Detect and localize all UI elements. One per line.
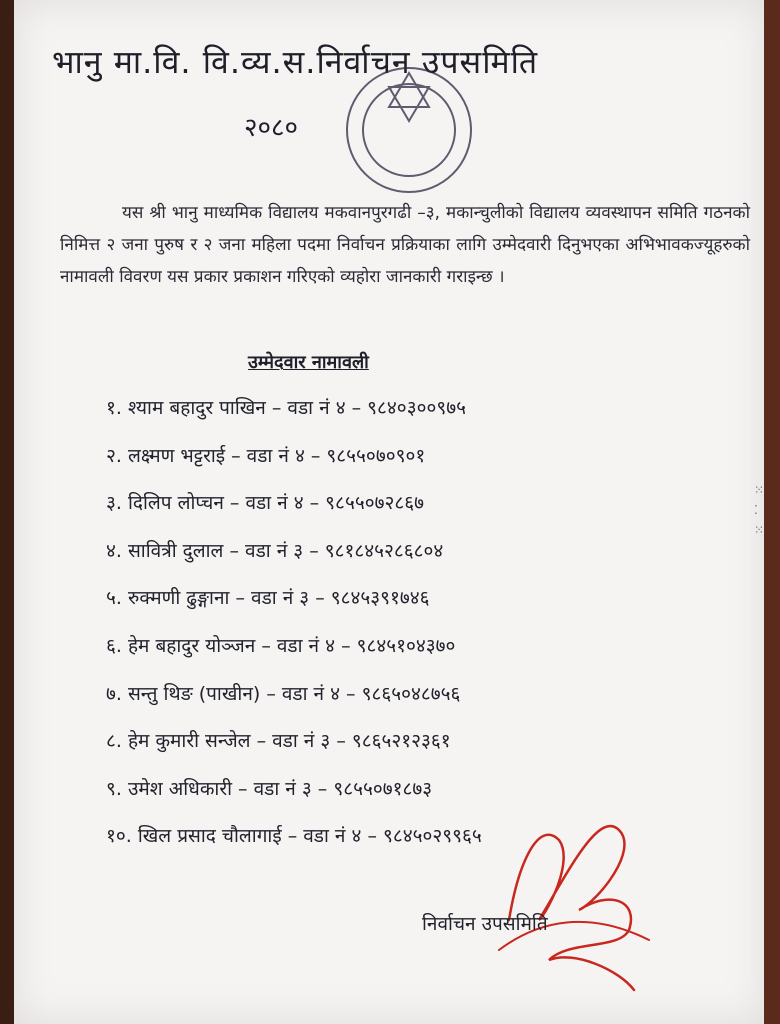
signature-scribble bbox=[479, 800, 679, 1000]
notice-paragraph: यस श्री भानु माध्यमिक विद्यालय मकवानपुरगढी –३, मकान्चुलीको विद्यालय व्यवस्थापन समिति गठनको निमित्त २ जना पुरुष र २ जना महिला पदमा निर्वाचन प्रक्रियाका लागि उम्मेदवारी दिनुभएका अभिभावकज्यूहरुको नामावली विवरण यस प्रकार प्रकाशन गरिएको व्यहोरा जानकारी गराइन्छ । bbox=[60, 203, 750, 287]
edge-marks: ⁙ ⁚ ⁙ bbox=[754, 483, 765, 537]
candidate-list-heading: उम्मेदवार नामावली bbox=[248, 352, 369, 373]
list-item: १. श्याम बहादुर पाखिन – वडा नं ४ – ९८४०३००९७५ bbox=[106, 397, 466, 419]
document-title: भानु मा.वि. वि.व्य.स.निर्वाचन उपसमिति bbox=[52, 43, 539, 81]
list-item: ७. सन्तु थिङ (पाखीन) – वडा नं ४ – ९८६५०४८७५६ bbox=[106, 682, 461, 705]
list-item: ९. उमेश अधिकारी – वडा नं ३ – ९८५५०७१८७३ bbox=[106, 777, 433, 800]
list-item: ४. सावित्री दुलाल – वडा नं ३ – ९८१८४५२८६८०४ bbox=[106, 539, 444, 562]
document-page bbox=[14, 0, 766, 1024]
list-item: ५. रुक्मणी ढुङ्गाना – वडा नं ३ – ९८४५३९१७४६ bbox=[106, 587, 430, 610]
list-item: ६. हेम बहादुर योञ्जन – वडा नं ४ – ९८४५१०४३७० bbox=[106, 634, 456, 657]
list-item: २. लक्ष्मण भट्टराई – वडा नं ४ – ९८५५०७०९०१ bbox=[106, 444, 426, 467]
document-year: २०८० bbox=[244, 113, 299, 143]
candidate-list bbox=[106, 388, 482, 864]
signoff-committee: निर्वाचन उपसमिति bbox=[422, 913, 548, 935]
list-item: ८. हेम कुमारी सन्जेल – वडा नं ३ – ९८६५२१२३६१ bbox=[106, 730, 451, 753]
list-item: १०. खिल प्रसाद चौलागाई – वडा नं ४ – ९८४५०२९९६५ bbox=[106, 825, 482, 848]
background-edge bbox=[764, 0, 780, 1024]
list-item: ३. दिलिप लोप्चन – वडा नं ४ – ९८५५०७२८६७ bbox=[106, 492, 424, 515]
